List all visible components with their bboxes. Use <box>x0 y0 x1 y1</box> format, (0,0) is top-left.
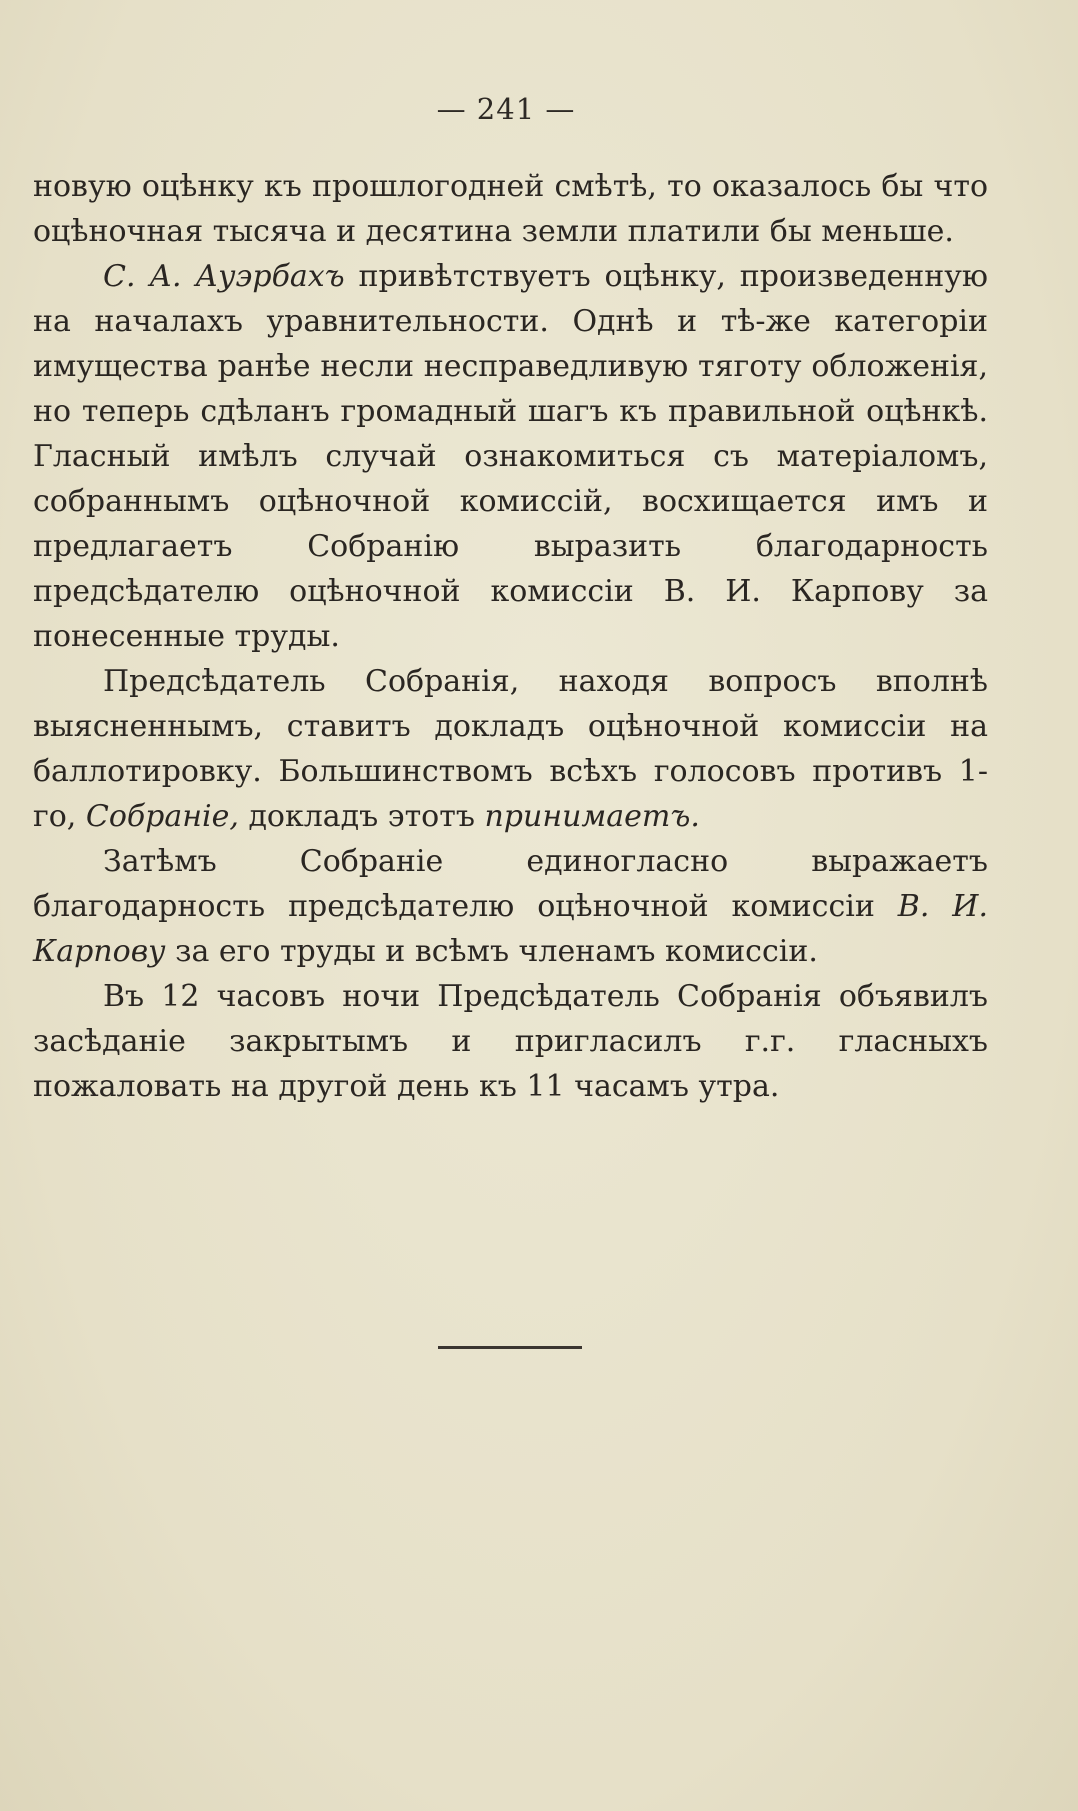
paragraph-4-text: Затѣмъ Собраніе единогласно выражаетъ благодарность предсѣдателю оцѣночной комиссіи <box>33 844 988 924</box>
paragraph-3-subject: Собраніе, <box>85 799 239 834</box>
paragraph-3-text: Предсѣдатель Собранія, находя вопросъ вполнѣ выясненнымъ, ставитъ докладъ оцѣночной комиссіи на баллотировку. Большинствомъ всѣхъ голосовъ противъ 1-го, <box>33 664 988 834</box>
paragraph-2-text: привѣтствуетъ оцѣнку, произведенную на началахъ уравнительности. Однѣ и тѣ-же категоріи имущества ранѣе несли несправедливую тяготу обложенія, но теперь сдѣланъ громадный шагъ къ правильной оцѣнкѣ. Гласный имѣлъ случай ознакомиться съ матеріаломъ, собраннымъ оцѣночной комиссій, восхищается имъ и предлагаетъ Собранію выразить благодарность предсѣдателю оцѣночной комиссіи В. И. Карпову за понесенные труды. <box>33 259 988 654</box>
paragraph-3-verb: принимаетъ. <box>484 799 700 834</box>
paragraph-1: новую оцѣнку къ прошлогодней смѣтѣ, то оказалось бы что оцѣночная тысяча и десятина земли платили бы меньше. <box>33 169 988 249</box>
closing-rule <box>438 1346 582 1349</box>
paragraph-4-after: за его труды и всѣмъ членамъ комиссіи. <box>165 934 818 969</box>
paragraph-4-name: В. И. Карпову <box>33 889 988 969</box>
paragraph-2 <box>33 254 988 659</box>
paragraph-4 <box>33 839 988 974</box>
page-number: — 241 — <box>436 92 576 126</box>
body-text <box>33 164 988 1109</box>
paragraph-3 <box>33 659 988 839</box>
paragraph-3-middle: докладъ этотъ <box>238 799 485 834</box>
speaker-name: С. А. Ауэрбахъ <box>103 259 345 294</box>
paragraph-5: Въ 12 часовъ ночи Предсѣдатель Собранія объявилъ засѣданіе закрытымъ и пригласилъ г.г. гласныхъ пожаловать на другой день къ 11 часамъ утра. <box>33 979 988 1104</box>
